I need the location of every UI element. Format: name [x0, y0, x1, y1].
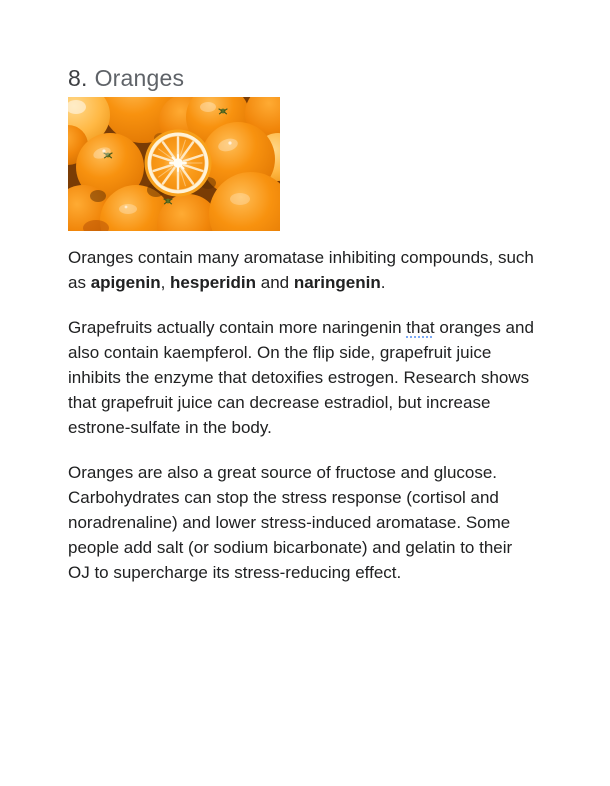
section-heading [68, 64, 545, 92]
text-run: Oranges are also a great source of fructose and glucose. Carbohydrates can stop the stress response (cortisol and noradrenaline) and lower stress-induced aromatase. Some people add salt (or sodium bicarbonate) and gelatin to their OJ to supercharge its stress-reducing effect. [68, 463, 513, 582]
text-run: oranges and also contain kaempferol. On the flip side, grapefruit juice inhibits the enzyme that detoxifies estrogen. Research shows that grapefruit juice can decrease estradiol, but increase estrone-sulfate in the body. [68, 318, 534, 437]
cut-orange [145, 130, 212, 197]
text-run: and [256, 273, 294, 292]
oranges-photo [68, 97, 280, 231]
text-run: Grapefruits actually contain more naringenin [68, 318, 407, 337]
paragraph-compounds [68, 245, 538, 295]
paragraph-grapefruits [68, 315, 538, 440]
section-title: Oranges [94, 65, 185, 91]
paragraph-fructose [68, 460, 538, 585]
text-run: Oranges contain many aromatase inhibiting compounds, such as [68, 248, 534, 292]
oranges-image [68, 97, 280, 231]
text-run: , [160, 273, 171, 292]
text-run: . [380, 273, 386, 292]
section-number: 8. [68, 65, 88, 91]
bold-text: hesperidin [170, 273, 257, 292]
grammar-text: that [406, 318, 435, 337]
bold-text: apigenin [90, 273, 161, 292]
bold-text: naringenin [293, 273, 381, 292]
